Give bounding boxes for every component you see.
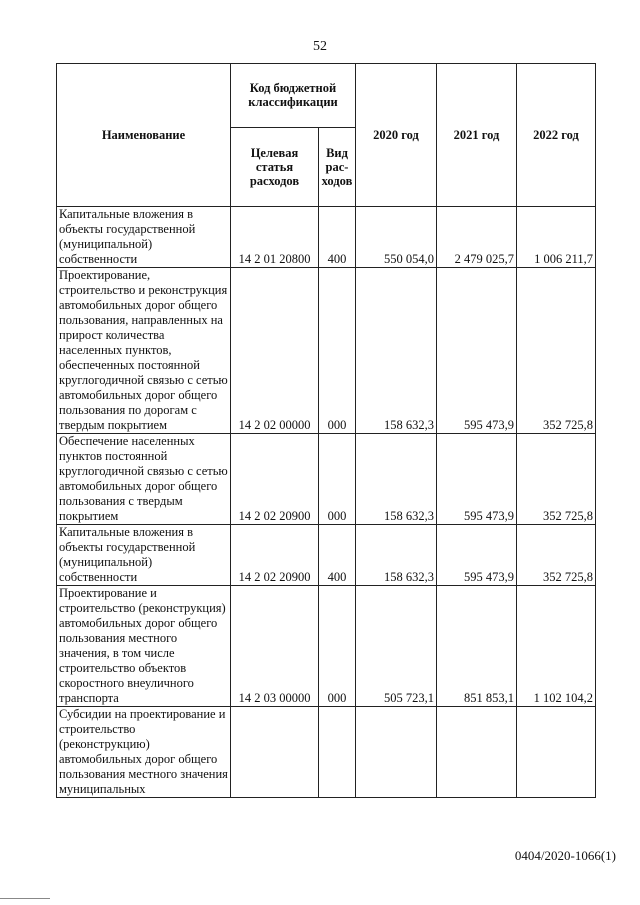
row-2020: 158 632,3 bbox=[356, 525, 437, 586]
row-2022: 352 725,8 bbox=[517, 525, 596, 586]
header-2022: 2022 год bbox=[517, 64, 596, 207]
row-2022: 1 006 211,7 bbox=[517, 207, 596, 268]
row-2022 bbox=[517, 707, 596, 798]
page-number: 52 bbox=[313, 39, 327, 54]
row-kind: 000 bbox=[319, 268, 356, 434]
header-budget-classification: Код бюджетной классификации bbox=[231, 64, 356, 128]
table-row bbox=[57, 268, 596, 434]
row-kind: 400 bbox=[319, 525, 356, 586]
row-name: Субсидии на проектирование и строительство (реконструкцию) автомобильных дорог общего пользования местного значения муниципальных bbox=[57, 707, 231, 798]
row-2022: 1 102 104,2 bbox=[517, 586, 596, 707]
row-2021 bbox=[437, 707, 517, 798]
row-name: Проектирование и строительство (реконструкция) автомобильных дорог общего пользования местного значения, в том числе строительство объектов скоростного внеуличного транспорта bbox=[57, 586, 231, 707]
row-name: Капитальные вложения в объекты государственной (муниципальной) собственности bbox=[57, 207, 231, 268]
row-2020: 158 632,3 bbox=[356, 434, 437, 525]
table-row bbox=[57, 586, 596, 707]
document-code: 0404/2020-1066(1) bbox=[514, 848, 616, 863]
table-row bbox=[57, 207, 596, 268]
table-row bbox=[57, 434, 596, 525]
row-2022: 352 725,8 bbox=[517, 268, 596, 434]
header-2020: 2020 год bbox=[356, 64, 437, 207]
row-kind: 000 bbox=[319, 434, 356, 525]
row-2021: 595 473,9 bbox=[437, 268, 517, 434]
row-name: Проектирование, строительство и реконструкция автомобильных дорог общего пользования, направленных на прирост количества населенных пунктов, обеспеченных постоянной круглогодичной связью с сетью автомобильных дорог общего пользования по дорогам с твердым покрытием bbox=[57, 268, 231, 434]
header-name: Наименование bbox=[57, 64, 231, 207]
row-2021: 595 473,9 bbox=[437, 434, 517, 525]
table-row bbox=[57, 707, 596, 798]
row-2020: 505 723,1 bbox=[356, 586, 437, 707]
budget-table bbox=[56, 63, 596, 798]
row-2021: 2 479 025,7 bbox=[437, 207, 517, 268]
row-code: 14 2 02 00000 bbox=[231, 268, 319, 434]
header-2021: 2021 год bbox=[437, 64, 517, 207]
row-2021: 595 473,9 bbox=[437, 525, 517, 586]
row-kind: 000 bbox=[319, 586, 356, 707]
row-name: Обеспечение населенных пунктов постоянной круглогодичной связью с сетью автомобильных дорог общего пользования с твердым покрытием bbox=[57, 434, 231, 525]
row-code bbox=[231, 707, 319, 798]
row-2020 bbox=[356, 707, 437, 798]
row-code: 14 2 02 20900 bbox=[231, 434, 319, 525]
bottom-rule bbox=[0, 898, 50, 899]
header-target-article: Целевая статья расходов bbox=[231, 127, 319, 206]
header-expense-kind: Вид рас-ходов bbox=[319, 127, 356, 206]
row-kind: 400 bbox=[319, 207, 356, 268]
row-2020: 158 632,3 bbox=[356, 268, 437, 434]
table-row bbox=[57, 525, 596, 586]
row-code: 14 2 01 20800 bbox=[231, 207, 319, 268]
row-2020: 550 054,0 bbox=[356, 207, 437, 268]
row-name: Капитальные вложения в объекты государственной (муниципальной) собственности bbox=[57, 525, 231, 586]
row-2022: 352 725,8 bbox=[517, 434, 596, 525]
row-code: 14 2 03 00000 bbox=[231, 586, 319, 707]
row-2021: 851 853,1 bbox=[437, 586, 517, 707]
row-kind bbox=[319, 707, 356, 798]
row-code: 14 2 02 20900 bbox=[231, 525, 319, 586]
